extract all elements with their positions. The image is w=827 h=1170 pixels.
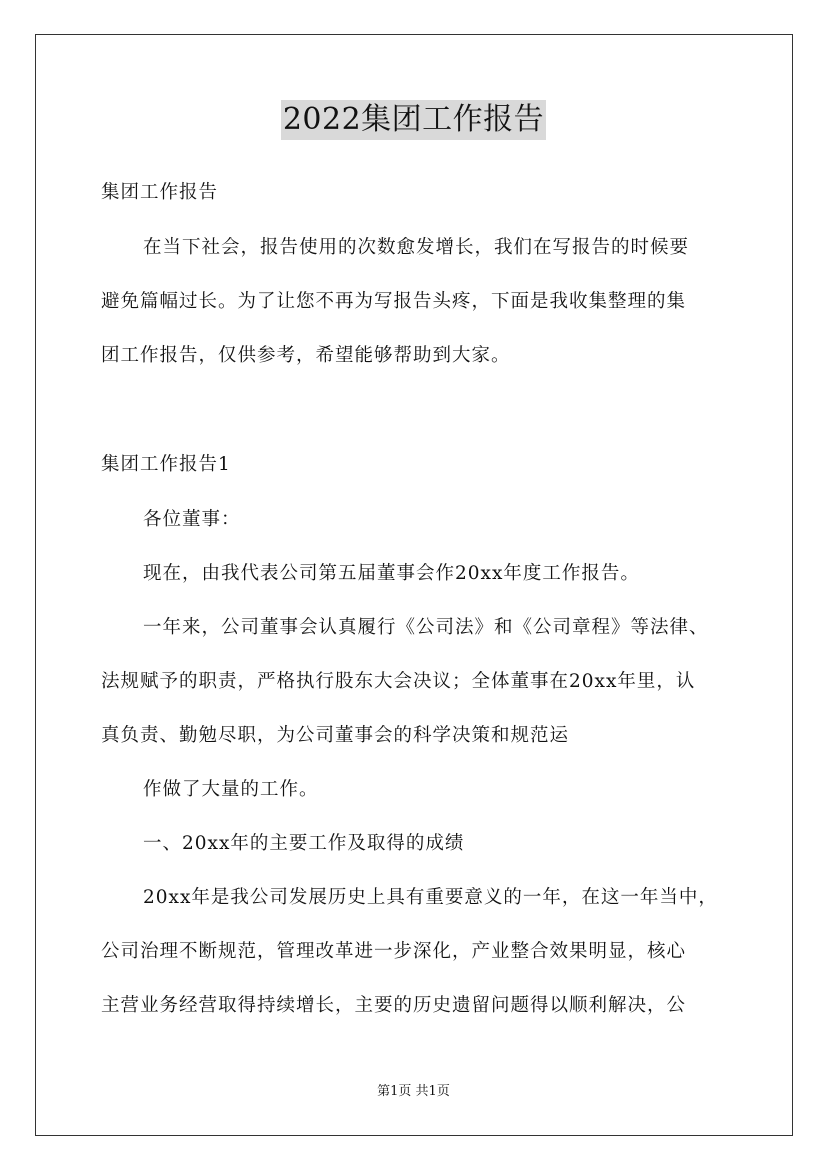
section-heading: 集团工作报告1 (101, 454, 231, 475)
page-footer: 第1页 共1页 (377, 1084, 450, 1099)
title-container (0, 100, 827, 140)
paragraph-line: 真负责、勤勉尽职，为公司董事会的科学决策和规范运 (101, 725, 570, 746)
paragraph-line: 法规赋予的职责，严格执行股东大会决议；全体董事在20xx年里，认 (101, 671, 696, 692)
salutation: 各位董事： (143, 509, 241, 530)
paragraph-line: 在当下社会，报告使用的次数愈发增长，我们在写报告的时候要 (143, 237, 690, 258)
paragraph-line: 团工作报告，仅供参考，希望能够帮助到大家。 (101, 345, 511, 366)
paragraph-line: 主营业务经营取得持续增长，主要的历史遗留问题得以顺利解决，公 (101, 995, 687, 1016)
subheading: 一、20xx年的主要工作及取得的成绩 (143, 833, 465, 854)
paragraph-line: 避免篇幅过长。为了让您不再为写报告头疼，下面是我收集整理的集 (101, 291, 687, 312)
paragraph-line: 20xx年是我公司发展历史上具有重要意义的一年，在这一年当中， (143, 887, 718, 908)
section-heading: 集团工作报告 (101, 182, 219, 203)
paragraph-line: 作做了大量的工作。 (143, 779, 319, 800)
paragraph-line: 公司治理不断规范，管理改革进一步深化，产业整合效果明显，核心 (101, 941, 687, 962)
document-title: 2022集团工作报告 (281, 100, 546, 140)
paragraph-line: 现在，由我代表公司第五届董事会作20xx年度工作报告。 (143, 563, 640, 584)
paragraph-line: 一年来，公司董事会认真履行《公司法》和《公司章程》等法律、 (143, 617, 709, 638)
